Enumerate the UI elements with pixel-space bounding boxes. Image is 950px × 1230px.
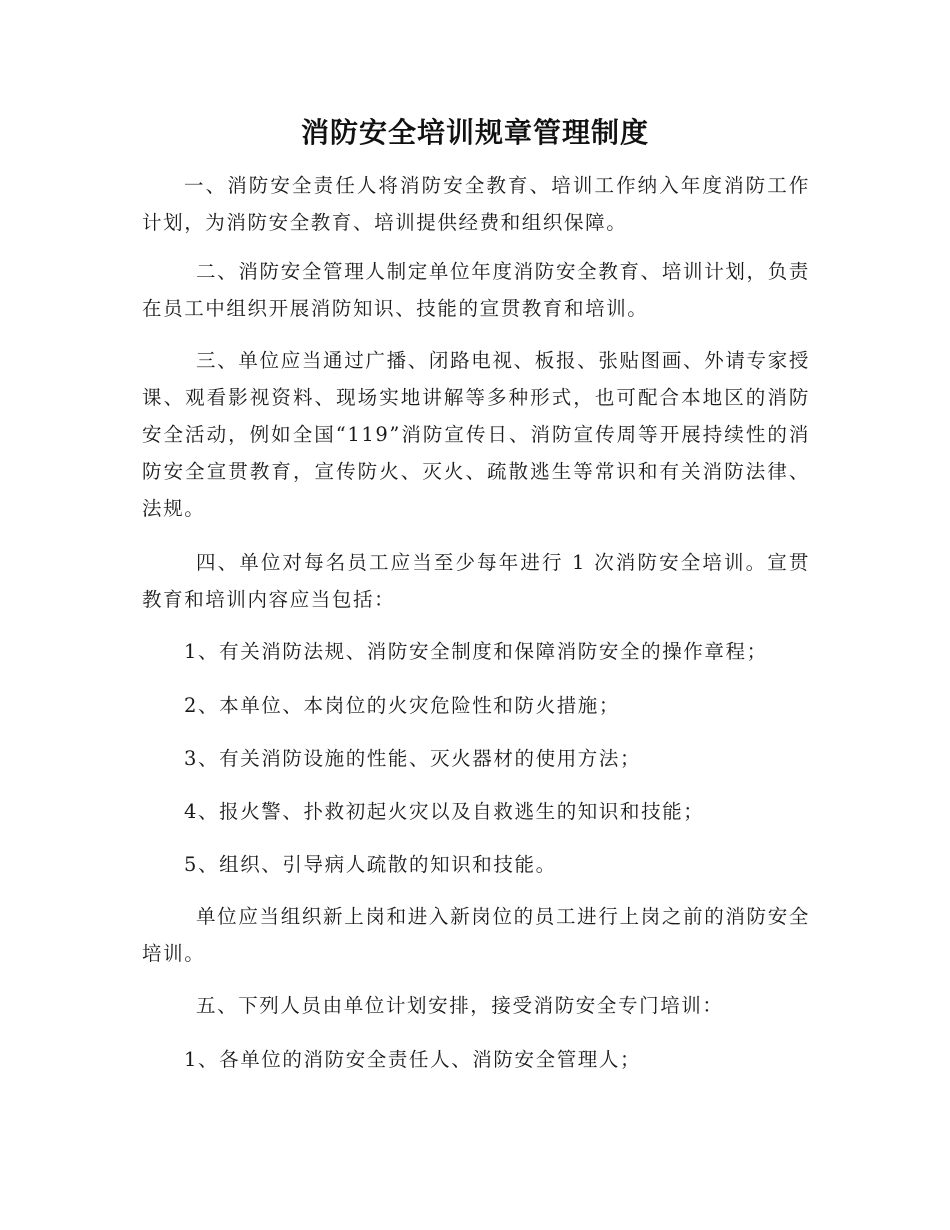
paragraph-four: 四、单位对每名员工应当至少每年进行 1 次消防安全培训。宣贯教育和培训内容应当包括： bbox=[142, 551, 810, 611]
paragraph-three: 三、单位应当通过广播、闭路电视、板报、张贴图画、外请专家授课、观看影视资料、现场实地讲解等多种形式，也可配合本地区的消防安全活动，例如全国“119”消防宣传日、消防宣传周等开展持续性的消防安全宣贯教育，宣传防火、灭火、疏散逃生等常识和有关消防法律、法规。 bbox=[142, 349, 810, 520]
special-training-item-1: 1、各单位的消防安全责任人、消防安全管理人； bbox=[184, 1048, 642, 1071]
training-item-2: 2、本单位、本岗位的火灾危险性和防火措施； bbox=[184, 694, 621, 717]
training-item-5: 5、组织、引导病人疏散的知识和技能。 bbox=[184, 853, 557, 876]
training-item-1: 1、有关消防法规、消防安全制度和保障消防安全的操作章程； bbox=[184, 640, 768, 663]
training-item-4: 4、报火警、扑救初起火灾以及自救逃生的知识和技能； bbox=[184, 800, 705, 823]
training-item-3: 3、有关消防设施的性能、灭火器材的使用方法； bbox=[184, 747, 642, 770]
paragraph-one: 一、消防安全责任人将消防安全教育、培训工作纳入年度消防工作计划，为消防安全教育、培训提供经费和组织保障。 bbox=[142, 174, 810, 234]
paragraph-two: 二、消防安全管理人制定单位年度消防安全教育、培训计划，负责在员工中组织开展消防知识、技能的宣贯教育和培训。 bbox=[142, 260, 810, 320]
document-title: 消防安全培训规章管理制度 bbox=[300, 116, 649, 149]
new-staff-paragraph: 单位应当组织新上岗和进入新岗位的员工进行上岗之前的消防安全培训。 bbox=[142, 905, 810, 965]
section-five-heading: 五、下列人员由单位计划安排，接受消防安全专门培训： bbox=[196, 994, 724, 1017]
